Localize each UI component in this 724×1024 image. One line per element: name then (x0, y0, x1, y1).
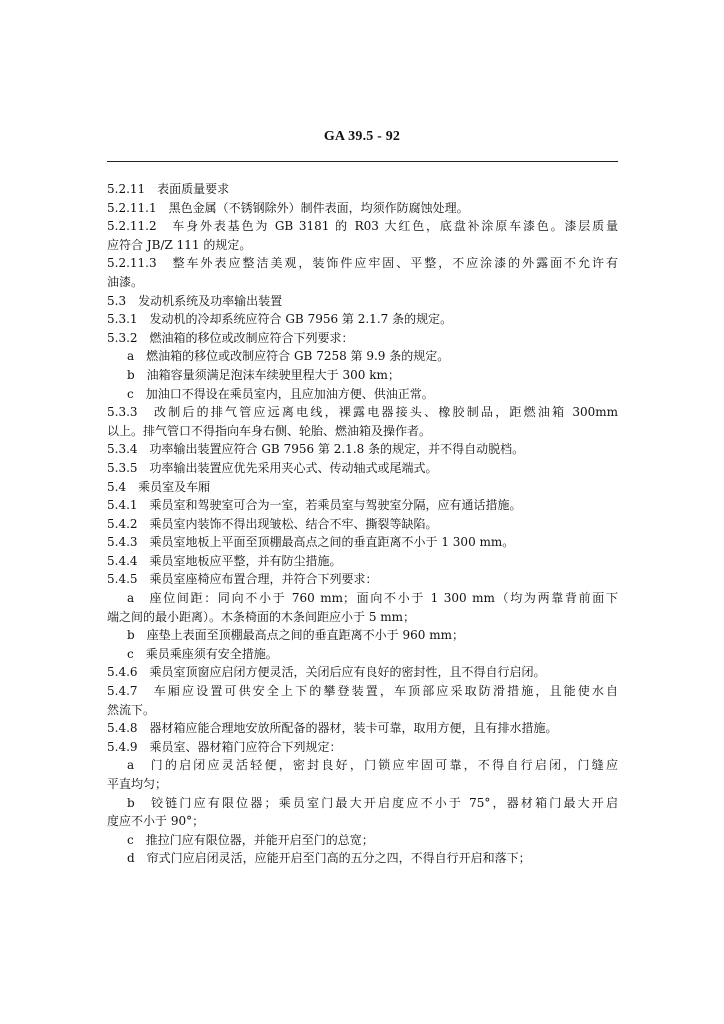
clause-line: 5.3.1 发动机的冷却系统应符合 GB 7956 第 2.1.7 条的规定。 (107, 312, 453, 327)
list-item: a 座位间距：同向不小于 760 mm；面向不小于 1 300 mm（均为两靠背前面下 (127, 591, 618, 606)
section-heading: 5.3 发动机系统及功率输出装置 (107, 293, 283, 308)
clause-line: 5.2.11.1 黑色金属（不锈钢除外）制件表面，均须作防腐蚀处理。 (107, 200, 469, 215)
list-item: a 燃油箱的移位或改制应符合 GB 7258 第 9.9 条的规定。 (127, 349, 450, 364)
clause-line: 然流下。 (107, 702, 156, 717)
clause-line: 5.4.2 乘员室内装饰不得出现皱松、结合不牢、撕裂等缺陷。 (107, 516, 438, 531)
list-item: c 推拉门应有限位器，并能开启至门的总宽； (127, 832, 374, 847)
clause-line: 油漆。 (107, 274, 144, 289)
clause-line: 5.4.9 乘员室、器材箱门应符合下列规定： (107, 739, 342, 754)
document-header: GA 39.5 - 92 (323, 129, 401, 144)
clause-line: 5.4.8 器材箱应能合理地安放所配备的器材，装卡可靠，取用方便，且有排水措施。 (107, 721, 558, 736)
clause-line: 5.4.3 乘员室地板上平面至顶棚最高点之间的垂直距离不小于 1 300 mm。 (107, 535, 515, 550)
clause-line: 5.3.2 燃油箱的移位或改制应符合下列要求： (107, 330, 354, 345)
list-item: c 加油口不得设在乘员室内，且应加油方便、供油正常。 (127, 386, 434, 401)
clause-line: 5.4.7 车厢应设置可供安全上下的攀登装置，车顶部应采取防滑措施，且能使水自 (107, 684, 618, 699)
clause-line: 5.3.3 改制后的排气管应远离电线，裸露电器接头、橡胶制品，距燃油箱 300mm (107, 405, 618, 420)
clause-line: 5.4.1 乘员室和驾驶室可合为一室，若乘员室与驾驶室分隔，应有通话措施。 (107, 498, 522, 513)
list-item-continued: 平直均匀； (107, 777, 168, 791)
document-body (107, 180, 618, 868)
clause-line: 应符合 JB/Z 111 的规定。 (107, 237, 252, 252)
list-item: b 铰链门应有限位器；乘员室门最大开启度应不小于 75°，器材箱门最大开启 (127, 795, 618, 810)
list-item-continued: 端之间的最小距离）。木条椅面的木条间距应小于 5 mm； (107, 609, 416, 624)
list-item: b 油箱容量须满足泡沫车续驶里程大于 300 km； (127, 367, 400, 382)
list-item: a 门的启闭应灵活轻便，密封良好，门锁应牢固可靠，不得自行启闭，门缝应 (127, 758, 618, 773)
list-item: c 乘员乘座须有安全措施。 (127, 646, 278, 661)
list-item-continued: 度应不小于 90°； (107, 814, 205, 829)
section-heading: 5.4 乘员室及车厢 (107, 479, 211, 494)
clause-line: 5.2.11.3 整车外表应整洁美观，装饰件应牢固、平整，不应涂漆的外露面不允许有 (107, 256, 618, 271)
section-heading: 5.2.11 表面质量要求 (107, 182, 230, 196)
clause-line: 5.3.4 功率输出装置应符合 GB 7956 第 2.1.8 条的规定，并不得自动脱档。 (107, 442, 525, 457)
header-rule (107, 161, 618, 162)
clause-line: 5.4.6 乘员室顶窗应启闭方便灵活，关闭后应有良好的密封性，且不得自行启闭。 (107, 665, 546, 680)
clause-line: 5.3.5 功率输出装置应优先采用夹心式、传动轴式或尾端式。 (107, 460, 438, 475)
clause-line: 5.4.5 乘员室座椅应布置合理，并符合下列要求： (107, 572, 378, 587)
clause-line: 以上。排气管口不得指向车身右侧、轮胎、燃油箱及操作者。 (107, 423, 432, 438)
clause-line: 5.4.4 乘员室地板应平整，并有防尘措施。 (107, 553, 342, 568)
list-item: b 座垫上表面至顶棚最高点之间的垂直距离不小于 960 mm； (127, 628, 464, 643)
list-item: d 帘式门应启闭灵活，应能开启至门高的五分之四，不得自行开启和落下； (127, 851, 531, 866)
clause-line: 5.2.11.2 车身外表基色为 GB 3181 的 R03 大红色，底盘补涂原车漆色。漆层质量 (107, 219, 618, 234)
